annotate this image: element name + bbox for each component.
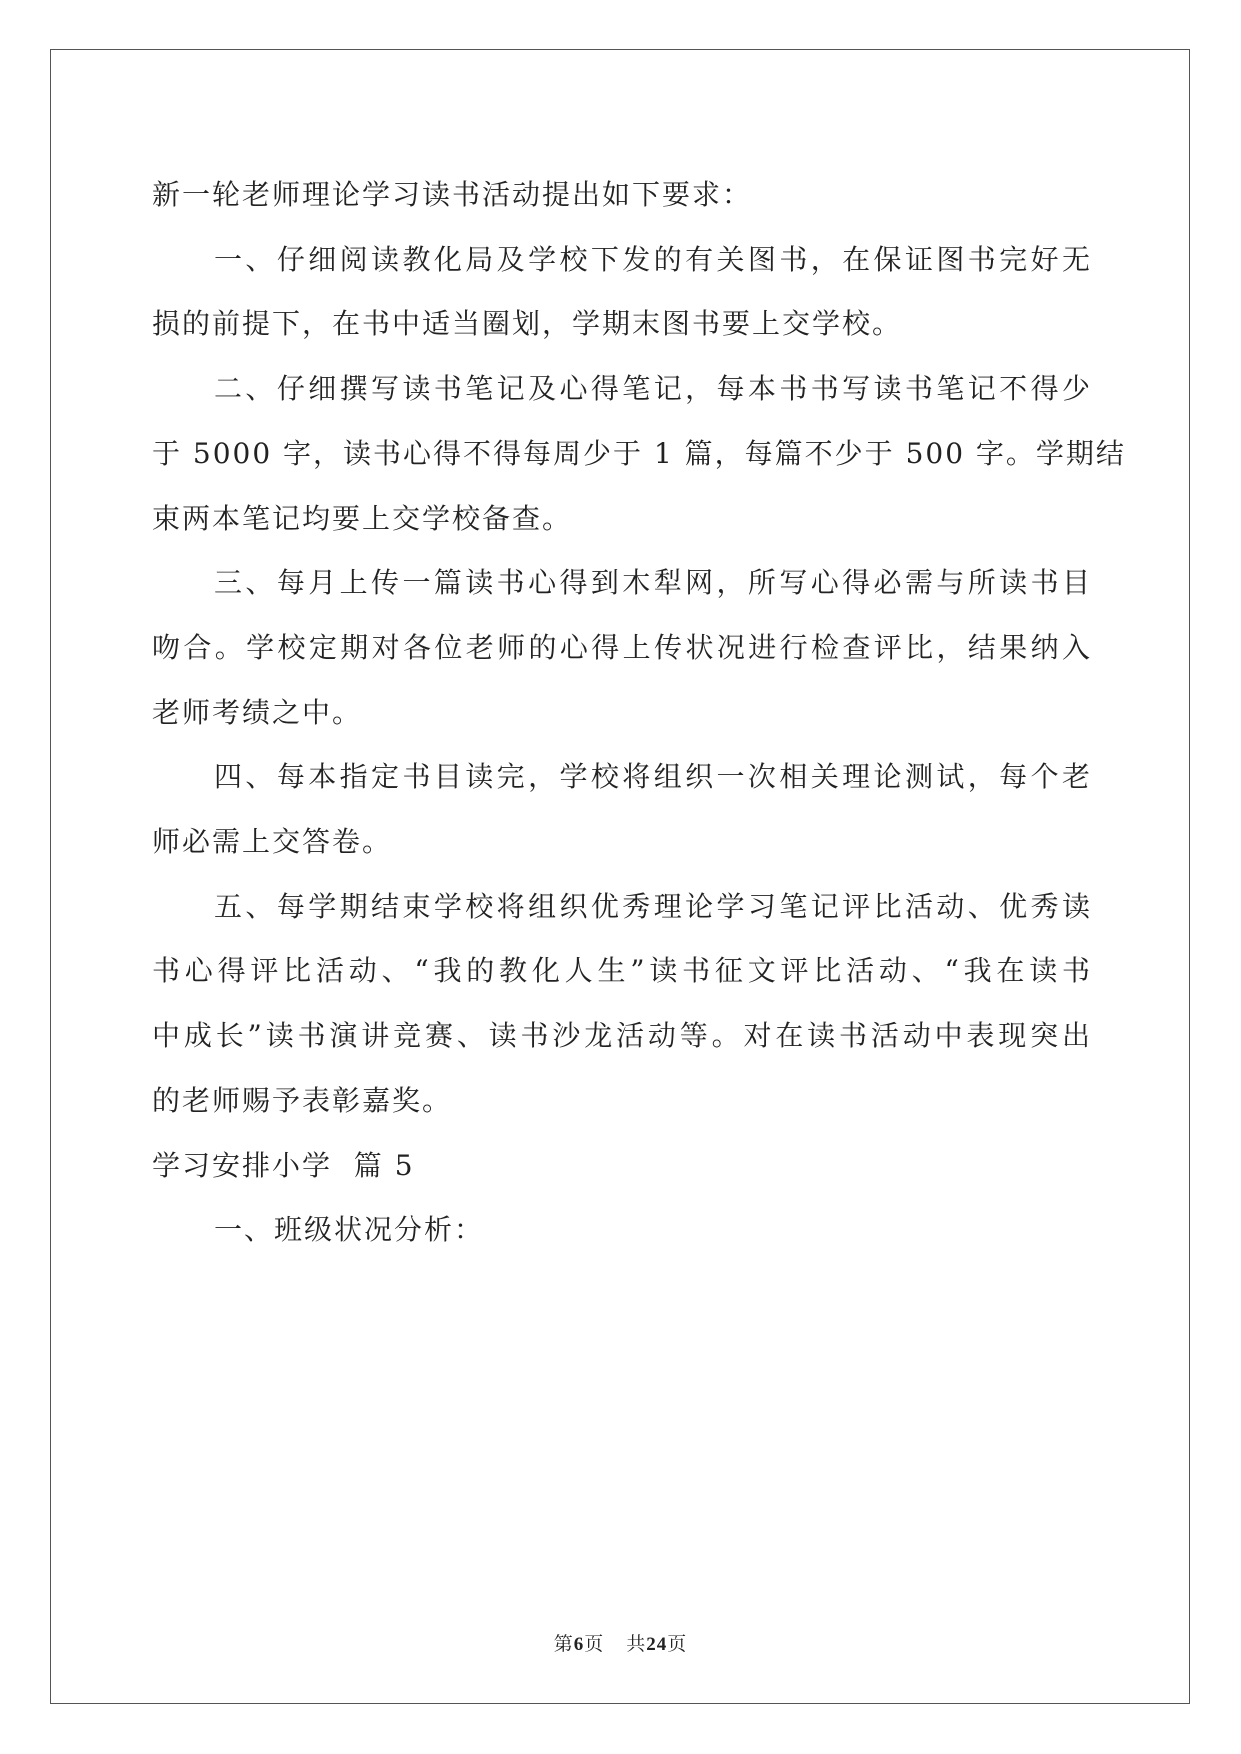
paragraph-item-5-line-1: 五、每学期结束学校将组织优秀理论学习笔记评比活动、优秀读: [214, 889, 1092, 923]
paragraph-item-5-line-2: 书心得评比活动、“我的教化人生”读书征文评比活动、“我在读书: [152, 954, 1092, 988]
paragraph-item-2-line-2: 于 5000 字，读书心得不得每周少于 1 篇，每篇不少于 500 字。学期结: [152, 436, 1126, 470]
page-prefix: 第: [553, 1633, 574, 1655]
page-suffix: 页: [584, 1633, 605, 1655]
paragraph-item-5-line-3: 中成长”读书演讲竞赛、读书沙龙活动等。对在读书活动中表现突出: [152, 1019, 1092, 1053]
section-heading: 学习安排小学 篇 5: [152, 1148, 415, 1182]
paragraph-intro: 新一轮老师理论学习读书活动提出如下要求：: [152, 178, 753, 211]
total-prefix: 共: [626, 1633, 647, 1655]
page-footer: [0, 1629, 1241, 1656]
paragraph-item-3-line-3: 老师考绩之中。: [152, 695, 363, 729]
paragraph-item-2-line-1: 二、仔细撰写读书笔记及心得笔记，每本书书写读书笔记不得少: [214, 372, 1092, 406]
subsection-heading: 一、班级状况分析：: [214, 1213, 485, 1247]
paragraph-item-3-line-2: 吻合。学校定期对各位老师的心得上传状况进行检查评比，结果纳入: [152, 630, 1092, 664]
paragraph-item-4-line-1: 四、每本指定书目读完，学校将组织一次相关理论测试，每个老: [214, 760, 1092, 794]
paragraph-item-4-line-2: 师必需上交答卷。: [152, 825, 393, 859]
page-total: 24: [646, 1634, 668, 1655]
paragraph-item-1-line-2: 损的前提下，在书中适当圈划，学期末图书要上交学校。: [152, 307, 903, 341]
paragraph-item-2-line-3: 束两本笔记均要上交学校备查。: [152, 501, 573, 535]
paragraph-item-3-line-1: 三、每月上传一篇读书心得到木犁网，所写心得必需与所读书目: [214, 566, 1092, 600]
paragraph-item-5-line-4: 的老师赐予表彰嘉奖。: [152, 1083, 453, 1117]
total-suffix: 页: [667, 1633, 688, 1655]
page-current: 6: [573, 1634, 585, 1655]
paragraph-item-1-line-1: 一、仔细阅读教化局及学校下发的有关图书，在保证图书完好无: [214, 242, 1092, 276]
document-body: [152, 163, 1126, 1263]
